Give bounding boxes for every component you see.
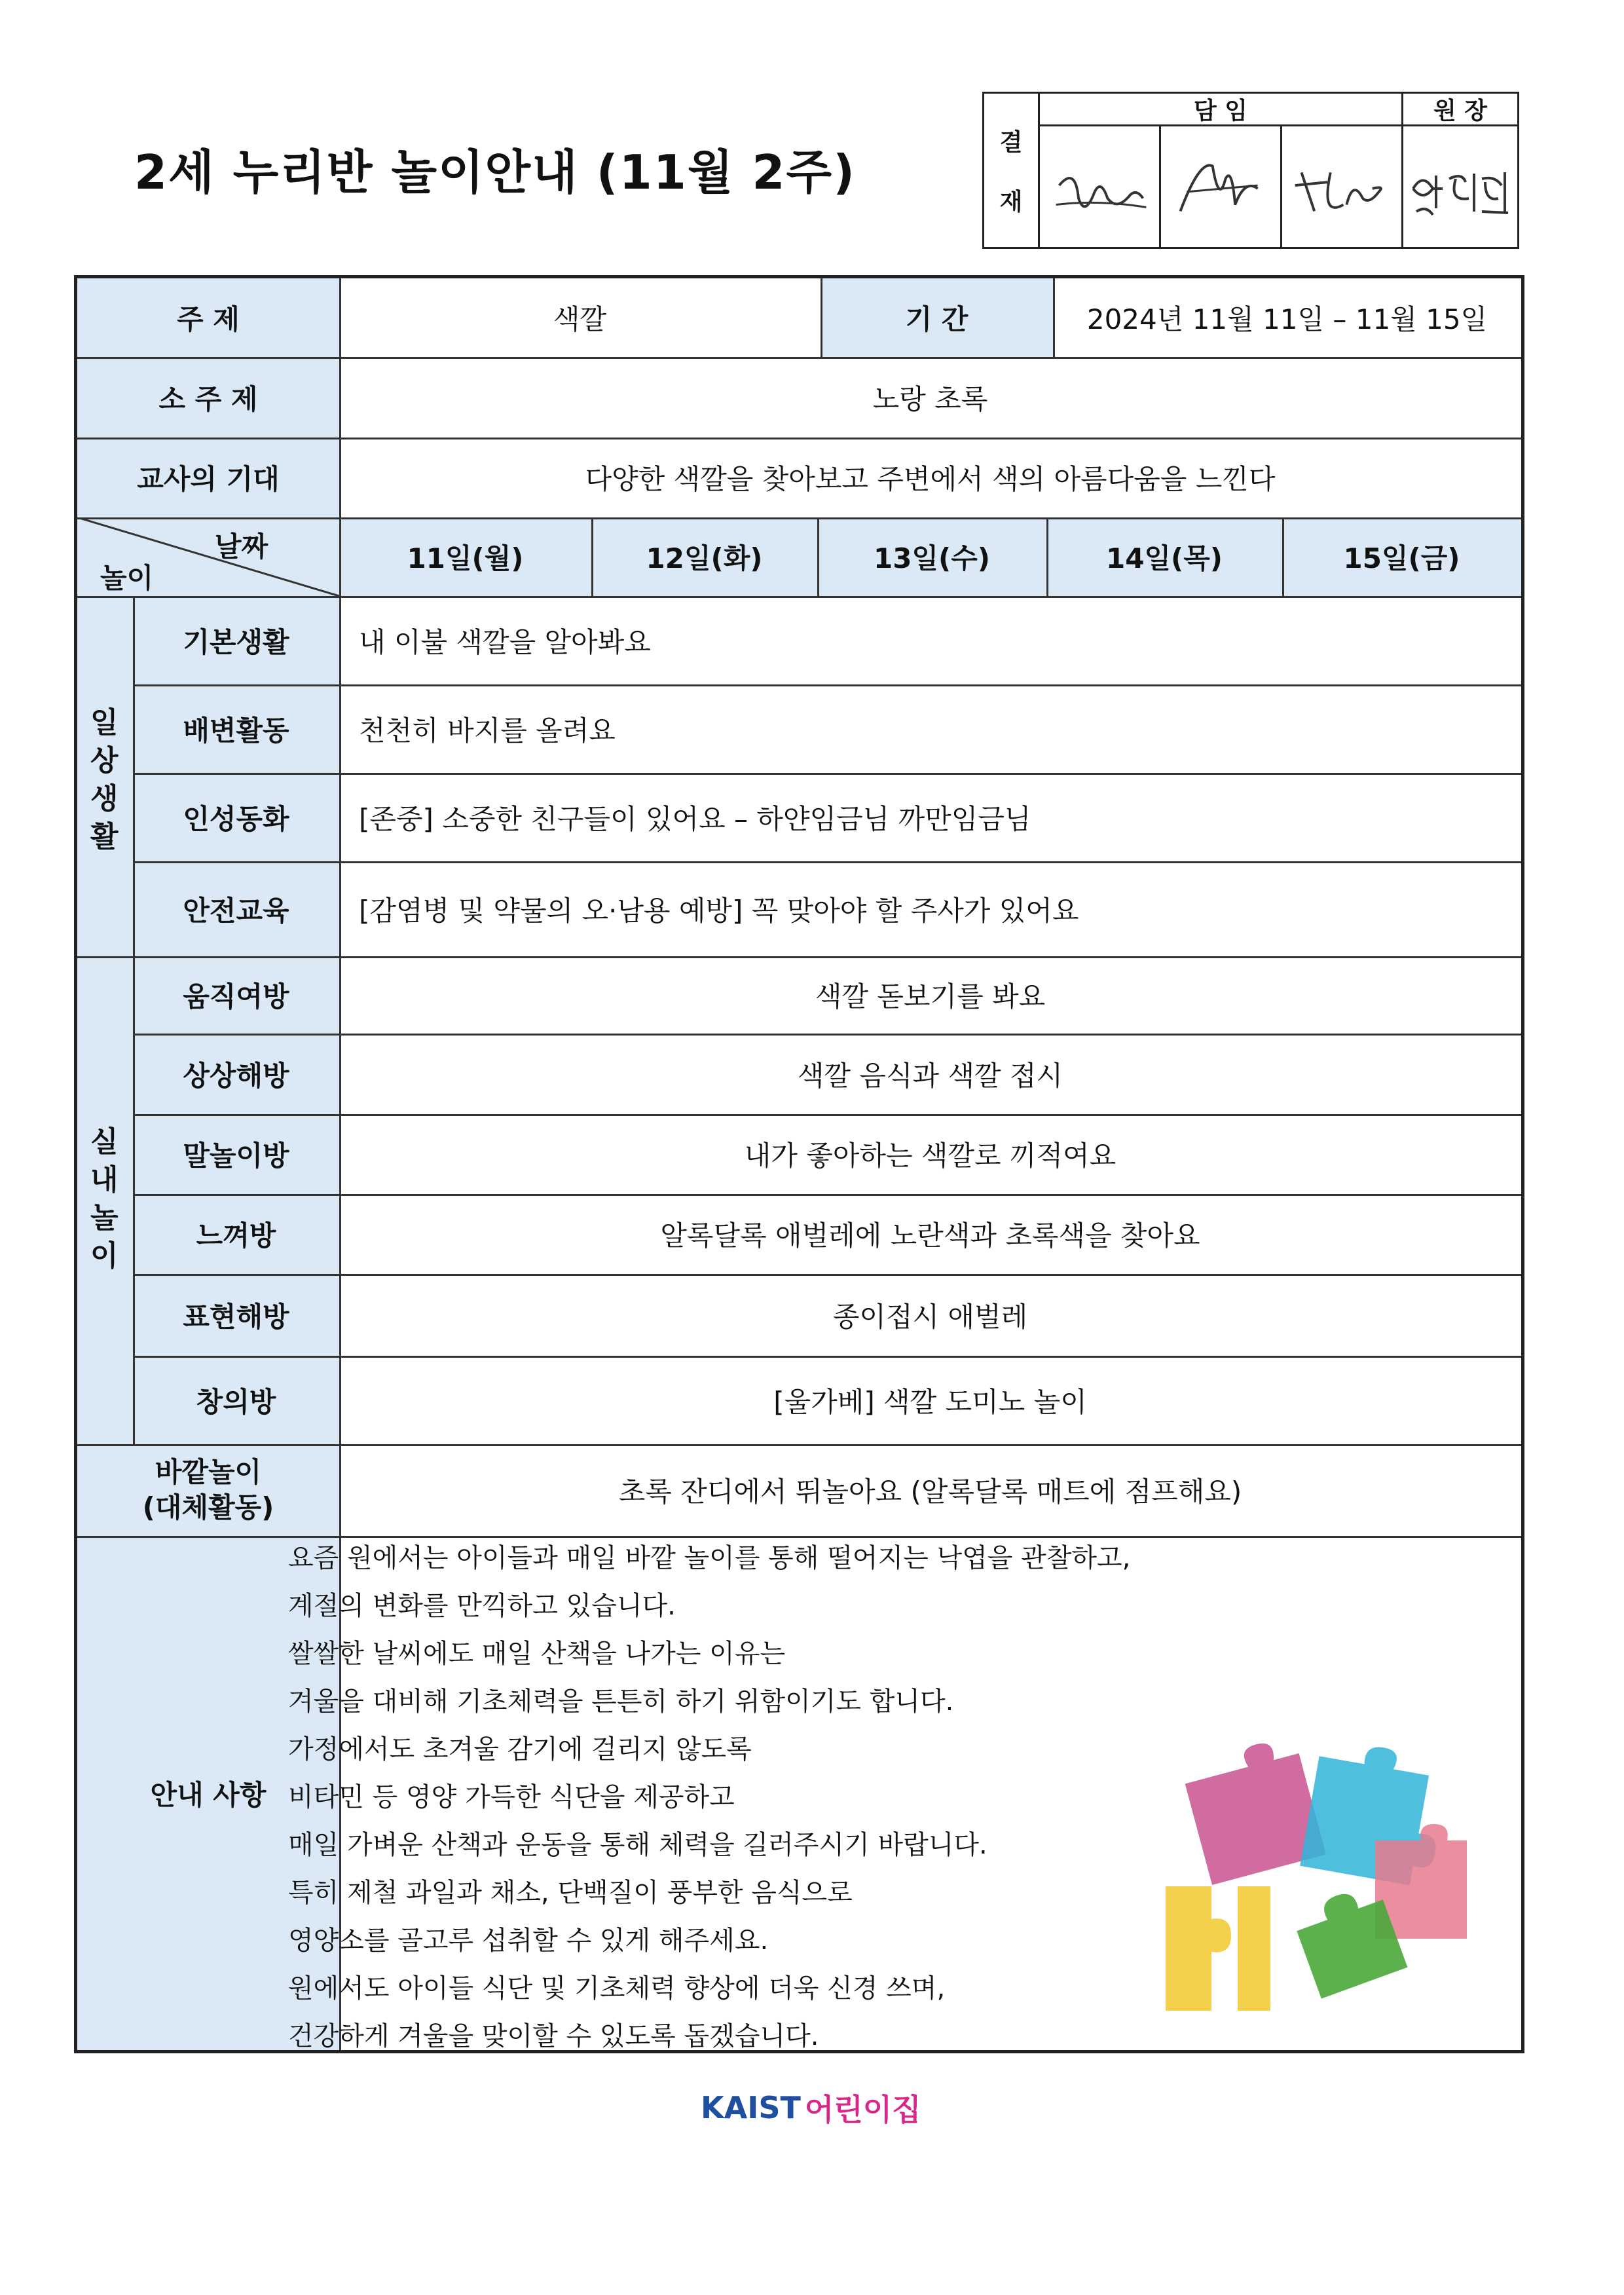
expression-room-value: 종이접시 애벌레	[832, 1300, 1028, 1333]
imagination-room-value: 색깔 음식과 색깔 접시	[797, 1059, 1063, 1092]
character-story-value: [존중] 소중한 친구들이 있어요 – 하얀임금님 까만임금님	[359, 802, 1031, 835]
page-title: 2세 누리반 놀이안내 (11월 2주)	[134, 145, 856, 200]
notice-line: 계절의 변화를 만끽하고 있습니다.	[288, 1591, 676, 1621]
outdoor-value: 초록 잔디에서 뛰놀아요 (알록달록 매트에 점프해요)	[618, 1476, 1242, 1508]
notice-line: 가정에서도 초겨울 감기에 걸리지 않도록	[288, 1734, 752, 1764]
outdoor-label-line1: 바깥놀이	[155, 1456, 262, 1488]
day-header-corner	[77, 517, 339, 596]
day-thu: 14일(목)	[1046, 517, 1282, 596]
notice-text	[288, 1535, 1270, 2061]
notice-line: 비타민 등 영양 가득한 식단을 제공하고	[288, 1782, 735, 1812]
signature-director	[1403, 126, 1517, 247]
homeroom-header: 담 임	[1040, 94, 1403, 126]
theme-value: 색깔	[553, 303, 607, 335]
outdoor-label	[77, 1444, 339, 1536]
period-label: 기 간	[821, 278, 1053, 357]
signature-3	[1282, 126, 1403, 247]
notice-line: 특히 제철 과일과 채소, 단백질이 풍부한 음식으로	[288, 1878, 853, 1908]
notice-label: 안내 사항	[77, 1536, 339, 2050]
notice-line: 쌀쌀한 날씨에도 매일 산책을 나가는 이유는	[288, 1639, 786, 1669]
puzzle-pieces-illustration	[1153, 1716, 1480, 2017]
logo-kaist: KAIST	[701, 2090, 801, 2125]
movement-room-value: 색깔 돋보기를 봐요	[815, 980, 1046, 1013]
creative-room-value: [울가베] 색깔 도미노 놀이	[773, 1385, 1087, 1418]
toilet-value: 천천히 바지를 올려요	[359, 714, 616, 747]
safety-label: 안전교육	[133, 861, 339, 956]
date-label: 날짜	[215, 531, 268, 563]
logo-daycare: 어린이집	[804, 2092, 921, 2127]
period-value: 2024년 11월 11일 – 11월 15일	[1086, 303, 1488, 335]
sensory-room-label: 느껴방	[133, 1194, 339, 1274]
signature-2	[1161, 126, 1282, 247]
expectation-label: 교사의 기대	[77, 438, 339, 517]
day-tue: 12일(화)	[591, 517, 817, 596]
expression-room-label: 표현해방	[133, 1274, 339, 1356]
outdoor-label-line2: (대체활동)	[142, 1491, 274, 1523]
word-play-room-label: 말놀이방	[133, 1114, 339, 1194]
character-story-label: 인성동화	[133, 773, 339, 861]
approval-side-label-2: 재	[999, 189, 1023, 215]
basic-life-value: 내 이불 색깔을 알아봐요	[359, 625, 651, 658]
notice-line: 원에서도 아이들 식단 및 기초체력 향상에 더욱 신경 쓰며,	[288, 1973, 946, 2004]
subtheme-label: 소 주 제	[77, 357, 339, 438]
theme-label: 주 제	[77, 278, 339, 357]
day-wed: 13일(수)	[817, 517, 1046, 596]
notice-line: 영양소를 골고루 섭취할 수 있게 해주세요.	[288, 1926, 769, 1956]
kaist-daycare-logo	[701, 2086, 921, 2129]
indoor-play-group-label: 실 내 놀 이	[90, 1125, 119, 1273]
director-header: 원 장	[1403, 94, 1517, 126]
daily-life-group-label: 일 상 생 활	[90, 706, 119, 853]
day-mon: 11일(월)	[339, 517, 591, 596]
approval-side-label-1: 결	[999, 129, 1023, 156]
expectation-value: 다양한 색깔을 찾아보고 주변에서 색의 아름다움을 느낀다	[585, 463, 1276, 495]
word-play-room-value: 내가 좋아하는 색깔로 끼적여요	[744, 1140, 1116, 1172]
day-fri: 15일(금)	[1282, 517, 1521, 596]
subtheme-value: 노랑 초록	[872, 382, 988, 415]
notice-line: 건강하게 겨울을 맞이할 수 있도록 돕겠습니다.	[288, 2021, 819, 2051]
sensory-room-value: 알록달록 애벌레에 노란색과 초록색을 찾아요	[660, 1220, 1200, 1252]
signature-1	[1040, 126, 1161, 247]
creative-room-label: 창의방	[133, 1356, 339, 1444]
notice-line: 매일 가벼운 산책과 운동을 통해 체력을 길러주시기 바랍니다.	[288, 1830, 987, 1860]
basic-life-label: 기본생활	[133, 596, 339, 684]
toilet-label: 배변활동	[133, 684, 339, 773]
play-label: 놀이	[100, 562, 154, 594]
approval-box	[982, 92, 1519, 249]
safety-value: [감염병 및 약물의 오·남용 예방] 꼭 맞아야 할 주사가 있어요	[359, 894, 1079, 927]
notice-line: 요즘 원에서는 아이들과 매일 바깥 놀이를 통해 떨어지는 낙엽을 관찰하고,	[288, 1543, 1131, 1573]
movement-room-label: 움직여방	[133, 956, 339, 1034]
approval-side-label	[984, 94, 1040, 247]
imagination-room-label: 상상해방	[133, 1034, 339, 1114]
notice-line: 겨울을 대비해 기초체력을 튼튼히 하기 위함이기도 합니다.	[288, 1687, 954, 1717]
